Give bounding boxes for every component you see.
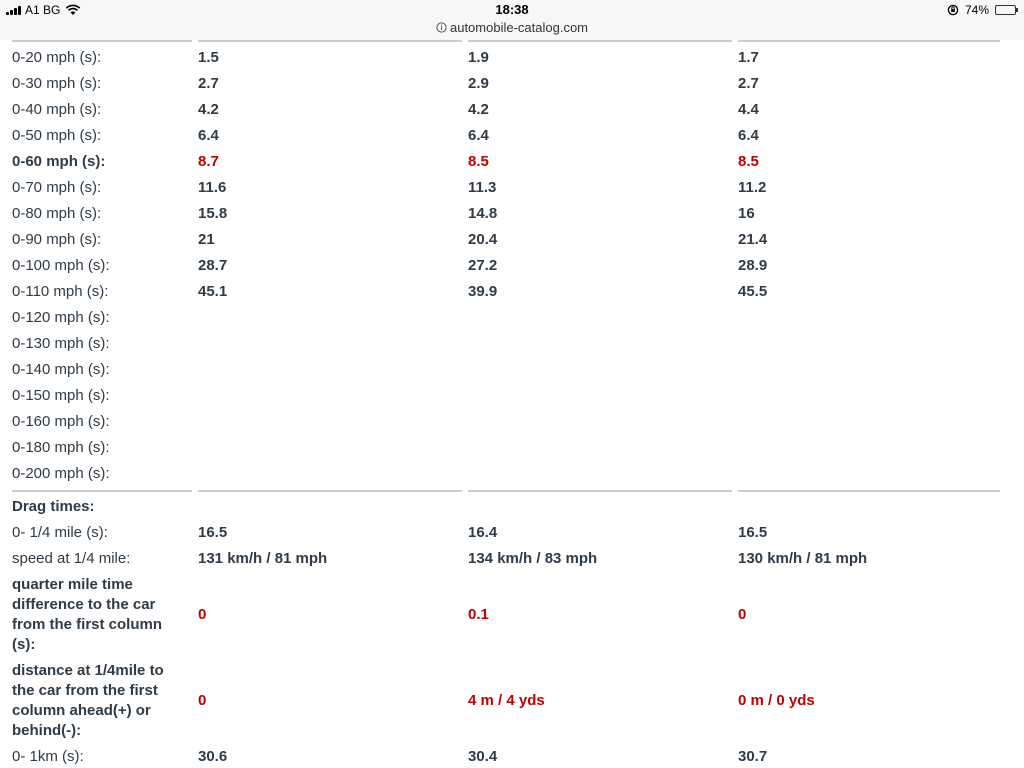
value-col-1: 131 km/h / 81 mph: [198, 550, 328, 567]
value-col-1: 21: [198, 231, 215, 248]
value-col-2: 134 km/h / 83 mph: [468, 550, 598, 567]
separator: [198, 490, 462, 492]
status-right: [947, 3, 1016, 17]
row-label: 0-140 mph (s):: [12, 361, 110, 378]
value-col-3: 28.9: [738, 257, 768, 274]
row-label: 0-100 mph (s):: [12, 257, 110, 274]
value-col-2: 8.5: [468, 153, 489, 170]
label-line: quarter mile time: [12, 576, 133, 593]
row-label: 0- 1km (s):: [12, 748, 84, 765]
value-col-1: 30.6: [198, 748, 228, 765]
row-label: speed at 1/4 mile:: [12, 550, 131, 567]
value-col-2: 0.1: [468, 606, 489, 623]
value-col-3: 16.5: [738, 524, 768, 541]
separator: [12, 490, 192, 492]
value-col-1: 0: [198, 606, 207, 623]
value-col-2: 11.3: [468, 179, 497, 196]
value-col-3: 1.7: [738, 49, 759, 66]
info-icon[interactable]: [436, 22, 447, 33]
value-col-2: 4.2: [468, 101, 489, 118]
value-col-3: 0 m / 0 yds: [738, 692, 815, 709]
value-col-2: 20.4: [468, 231, 498, 248]
separator: [198, 40, 462, 42]
row-label: 0-180 mph (s):: [12, 439, 110, 456]
label-line: behind(-):: [12, 722, 82, 739]
row-label: 0-70 mph (s):: [12, 179, 102, 196]
carrier-name: A1 BG: [25, 3, 61, 17]
row-label: 0-80 mph (s):: [12, 205, 102, 222]
value-col-3: 6.4: [738, 127, 759, 144]
separator: [12, 40, 192, 42]
row-label: 0-40 mph (s):: [12, 101, 102, 118]
value-col-2: 30.4: [468, 748, 498, 765]
value-col-1: 28.7: [198, 257, 228, 274]
separator: [468, 490, 732, 492]
row-label: 0-30 mph (s):: [12, 75, 102, 92]
label-line: column ahead(+) or: [12, 702, 151, 719]
label-line: difference to the car: [12, 596, 156, 613]
value-col-2: 39.9: [468, 283, 498, 300]
value-col-2: 6.4: [468, 127, 489, 144]
value-col-3: 11.2: [738, 179, 767, 196]
row-label: 0-20 mph (s):: [12, 49, 102, 66]
value-col-3: 8.5: [738, 153, 759, 170]
value-col-2: 16.4: [468, 524, 498, 541]
clock: 18:38: [495, 2, 529, 17]
value-col-2: 27.2: [468, 257, 498, 274]
value-col-2: 4 m / 4 yds: [468, 692, 545, 709]
separator: [738, 490, 1000, 492]
orientation-lock-icon: [947, 4, 959, 16]
value-col-1: 1.5: [198, 49, 219, 66]
value-col-1: 11.6: [198, 179, 227, 196]
value-col-2: 1.9: [468, 49, 489, 66]
row-label: 0-90 mph (s):: [12, 231, 102, 248]
value-col-1: 15.8: [198, 205, 228, 222]
ios-status-bar: [0, 0, 1024, 40]
value-col-1: 6.4: [198, 127, 219, 144]
label-line: the car from the first: [12, 682, 158, 699]
row-label: 0- 1/4 mile (s):: [12, 524, 108, 541]
value-col-1: 8.7: [198, 153, 219, 170]
row-label: 0-200 mph (s):: [12, 465, 110, 482]
row-label: [12, 575, 187, 655]
value-col-3: 2.7: [738, 75, 759, 92]
value-col-2: 2.9: [468, 75, 489, 92]
row-label: 0-130 mph (s):: [12, 335, 110, 352]
value-col-1: 45.1: [198, 283, 228, 300]
separator: [468, 40, 732, 42]
drag-times-heading: Drag times:: [12, 498, 95, 515]
address-bar[interactable]: [0, 20, 1024, 35]
label-line: from the first column: [12, 616, 163, 633]
row-label: 0-50 mph (s):: [12, 127, 102, 144]
row-label: 0-110 mph (s):: [12, 283, 109, 300]
value-col-1: 4.2: [198, 101, 219, 118]
label-line: distance at 1/4mile to: [12, 662, 164, 679]
value-col-2: 14.8: [468, 205, 498, 222]
value-col-1: 0: [198, 692, 207, 709]
value-col-3: 0: [738, 606, 747, 623]
row-label: 0-160 mph (s):: [12, 413, 110, 430]
value-col-3: 4.4: [738, 101, 759, 118]
battery-percent: 74%: [964, 3, 989, 17]
separator: [738, 40, 1000, 42]
row-label: 0-60 mph (s):: [12, 153, 106, 170]
value-col-3: 21.4: [738, 231, 768, 248]
row-label: 0-120 mph (s):: [12, 309, 110, 326]
value-col-3: 130 km/h / 81 mph: [738, 550, 868, 567]
battery-icon: [995, 5, 1016, 15]
value-col-3: 30.7: [738, 748, 768, 765]
value-col-3: 45.5: [738, 283, 768, 300]
row-label: [12, 661, 187, 741]
value-col-1: 16.5: [198, 524, 228, 541]
value-col-1: 2.7: [198, 75, 219, 92]
label-line: (s):: [12, 636, 36, 653]
url-text[interactable]: automobile-catalog.com: [449, 20, 589, 35]
value-col-3: 16: [738, 205, 755, 222]
row-label: 0-150 mph (s):: [12, 387, 110, 404]
